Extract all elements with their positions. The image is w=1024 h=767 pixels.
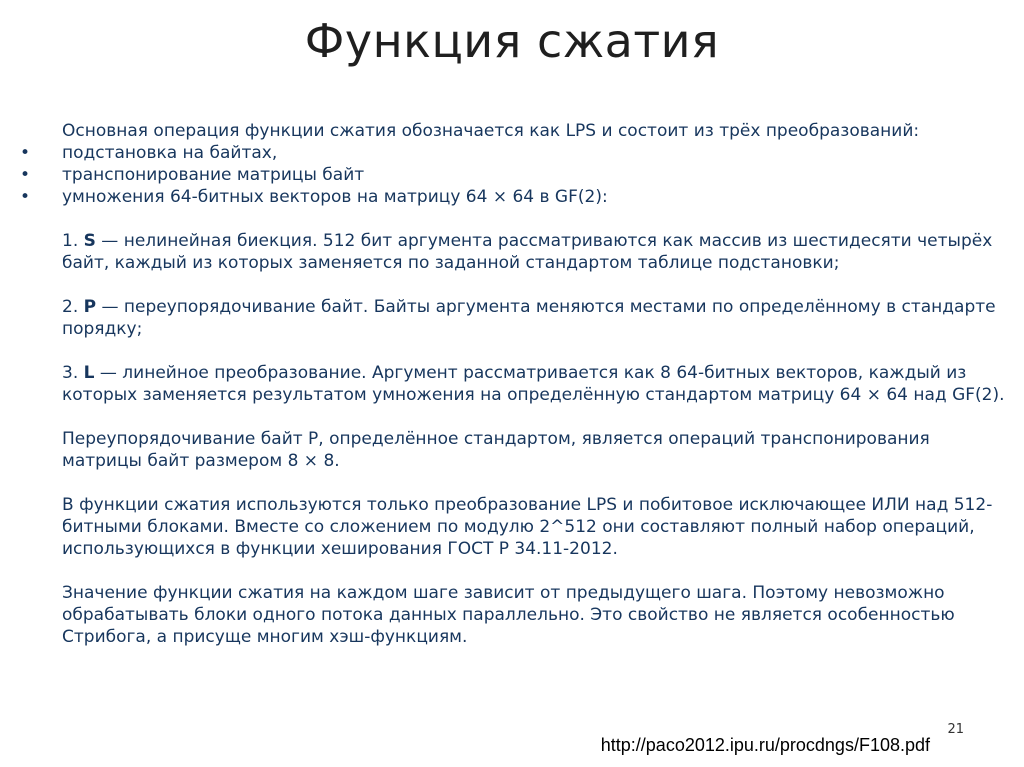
bullet-item: • транспонирование матрицы байт <box>20 165 365 185</box>
step-p: 2. P — переупорядочивание байт. Байты аргумента меняются местами по определённому в стандарте порядку; <box>62 297 996 339</box>
paragraph-operations: В функции сжатия используются только преобразование LPS и побитовое исключающее ИЛИ над 512-битными блоками. Вместе со сложением по модулю 2^512 они составляют полный набор операций, использующихся в функции хеширования ГОСТ Р 34.11-2012. <box>62 495 993 559</box>
step-key: L <box>83 363 95 383</box>
step-l: 3. L — линейное преобразование. Аргумент рассматривается как 8 64-битных векторов, каждый из которых заменяется результатом умножения на определённую стандартом матрицу 64 × 64 над GF(2). <box>62 363 1005 405</box>
bullet-item: • подстановка на байтах, <box>20 143 278 163</box>
step-key: P <box>83 297 97 317</box>
page-number: 21 <box>947 722 964 737</box>
bullet-item: • умножения 64-битных векторов на матрицу 64 × 64 в GF(2): <box>20 187 608 207</box>
bullet-marker: • <box>20 187 31 207</box>
step-key: S <box>83 231 96 251</box>
paragraph-sequential: Значение функции сжатия на каждом шаге зависит от предыдущего шага. Поэтому невозможно обрабатывать блоки одного потока данных параллельно. Это свойство не является особенностью Стрибога, а присуще многим хэш-функциям. <box>62 583 955 647</box>
bullet-marker: • <box>20 143 31 163</box>
slide-body <box>20 120 1010 648</box>
source-link[interactable]: http://paco2012.ipu.ru/procdngs/F108.pdf <box>600 735 930 755</box>
slide-title: Функция сжатия <box>304 14 720 68</box>
bullet-marker: • <box>20 165 31 185</box>
paragraph-transpose: Переупорядочивание байт P, определённое стандартом, является операций транспонирования матрицы байт размером 8 × 8. <box>62 429 930 471</box>
intro-text: Основная операция функции сжатия обозначается как LPS и состоит из трёх преобразований: <box>62 121 920 141</box>
bullet-list <box>20 142 1010 208</box>
step-s: 1. S — нелинейная биекция. 512 бит аргумента рассматриваются как массив из шестидесяти четырёх байт, каждый из которых заменяется по заданной стандартом таблице подстановки; <box>62 231 993 273</box>
